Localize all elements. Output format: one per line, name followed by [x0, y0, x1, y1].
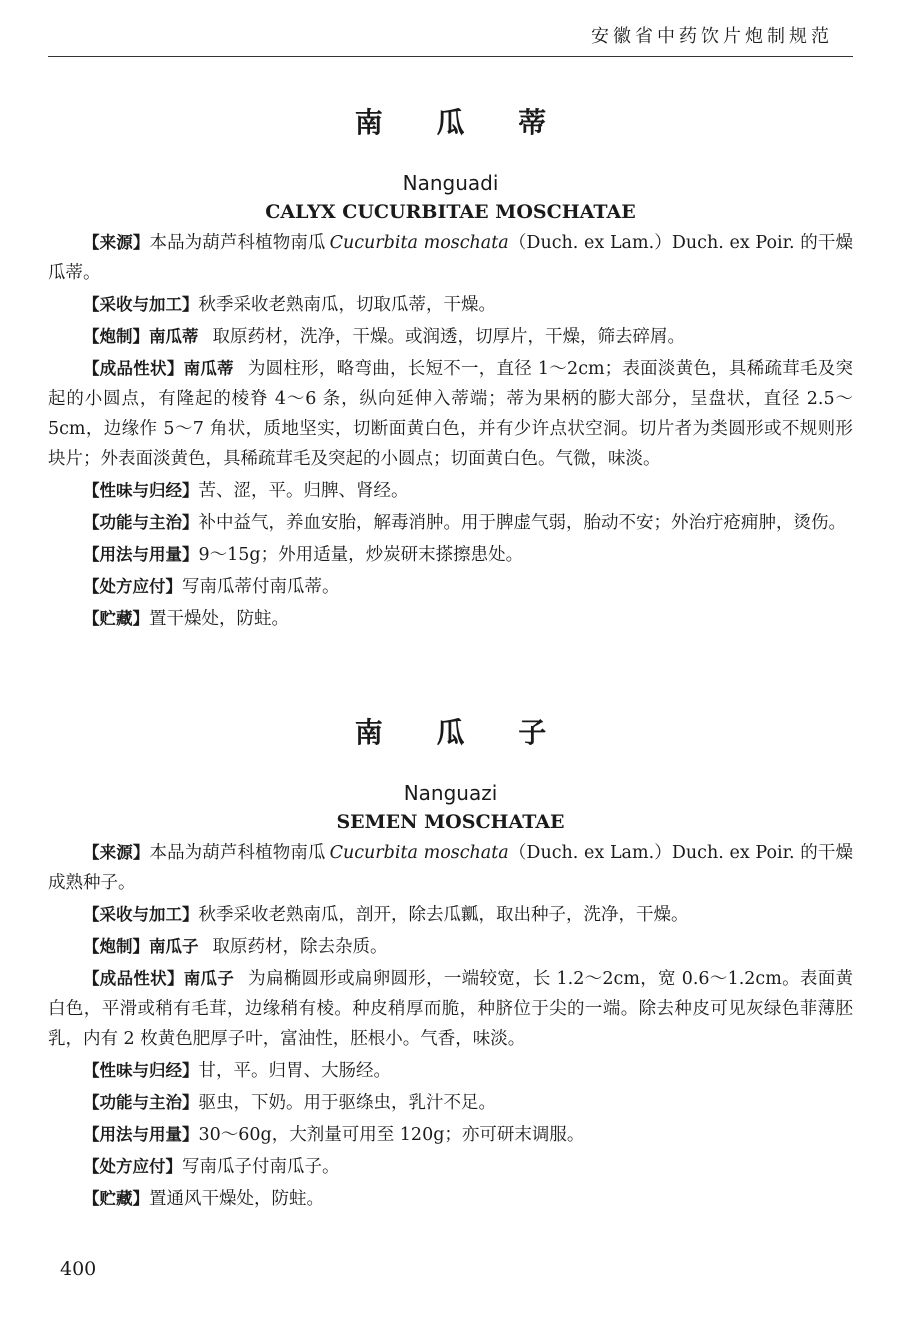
entry-latin-name: SEMEN MOSCHATAE	[336, 811, 565, 833]
storage-paragraph: 【贮藏】置通风干燥处，防蛀。	[83, 1189, 324, 1209]
function-paragraph: 【功能与主治】补中益气，养血安胎，解毒消肿。用于脾虚气弱，胎动不安；外治疔疮痈肿，烫伤。	[83, 513, 846, 533]
entry-title: 南 瓜 蒂	[354, 106, 569, 139]
header-rule	[48, 56, 853, 57]
entry-title: 南 瓜 子	[354, 716, 569, 749]
entry-nanguazi	[48, 708, 853, 1214]
processing-paragraph: 【炮制】南瓜蒂 取原药材，洗净，干燥。或润透，切厚片，干燥，筛去碎屑。	[83, 327, 685, 347]
species-name: Cucurbita moschata	[329, 843, 509, 863]
storage-paragraph: 【贮藏】置干燥处，防蛀。	[83, 609, 289, 629]
entry-latin-name: CALYX CUCURBITAE MOSCHATAE	[265, 201, 636, 223]
nature-paragraph: 【性味与归经】苦、涩，平。归脾、肾经。	[83, 481, 409, 501]
characters-paragraph: 【成品性状】南瓜子 为扁椭圆形或扁卵圆形，一端较宽，长 1.2～2cm，宽 0.6～1.2cm。表面黄白色，平滑或稍有毛茸，边缘稍有棱。种皮稍厚而脆，种脐位于尖的一端。除去种皮可见灰绿色菲薄胚乳，内有 2 枚黄色肥厚子叶，富油性，胚根小。气香，味淡。	[48, 969, 854, 1049]
entry-nanguadi	[48, 98, 853, 634]
nature-paragraph: 【性味与归经】甘，平。归胃、大肠经。	[83, 1061, 391, 1081]
dosage-paragraph: 【用法与用量】9～15g；外用适量，炒炭研末搽擦患处。	[83, 545, 524, 565]
function-paragraph: 【功能与主治】驱虫，下奶。用于驱绦虫，乳汁不足。	[83, 1093, 496, 1113]
harvest-paragraph: 【采收与加工】秋季采收老熟南瓜，切取瓜蒂，干燥。	[83, 295, 496, 315]
dosage-paragraph: 【用法与用量】30～60g，大剂量可用至 120g；亦可研末调服。	[83, 1125, 585, 1145]
source-paragraph: 【来源】本品为葫芦科植物南瓜 Cucurbita moschata（Duch. ex Lam.）Duch. ex Poir. 的干燥瓜蒂。	[48, 233, 853, 283]
entry-pinyin: Nanguadi	[402, 171, 499, 195]
species-name: Cucurbita moschata	[329, 233, 509, 253]
processing-paragraph: 【炮制】南瓜子 取原药材，除去杂质。	[83, 937, 388, 957]
page-number: 400	[60, 1258, 97, 1280]
prescription-paragraph: 【处方应付】写南瓜子付南瓜子。	[83, 1157, 340, 1177]
running-head: 安徽省中药饮片炮制规范	[591, 26, 833, 47]
characters-paragraph: 【成品性状】南瓜蒂 为圆柱形，略弯曲，长短不一，直径 1～2cm；表面淡黄色，具稀疏茸毛及突起的小圆点，有隆起的棱脊 4～6 条，纵向延伸入蒂端；蒂为果柄的膨大部分，呈盘状，直径 2.5～5cm，边缘作 5～7 角状，质地坚实，切断面黄白色，并有少许点状空洞。切片者为类圆形或不规则形块片；外表面淡黄色，具稀疏茸毛及突起的小圆点；切面黄白色。气微，味淡。	[48, 359, 854, 469]
prescription-paragraph: 【处方应付】写南瓜蒂付南瓜蒂。	[83, 577, 340, 597]
source-paragraph: 【来源】本品为葫芦科植物南瓜 Cucurbita moschata（Duch. ex Lam.）Duch. ex Poir. 的干燥成熟种子。	[48, 843, 853, 893]
harvest-paragraph: 【采收与加工】秋季采收老熟南瓜，剖开，除去瓜瓤，取出种子，洗净，干燥。	[83, 905, 689, 925]
entry-pinyin: Nanguazi	[403, 781, 498, 805]
